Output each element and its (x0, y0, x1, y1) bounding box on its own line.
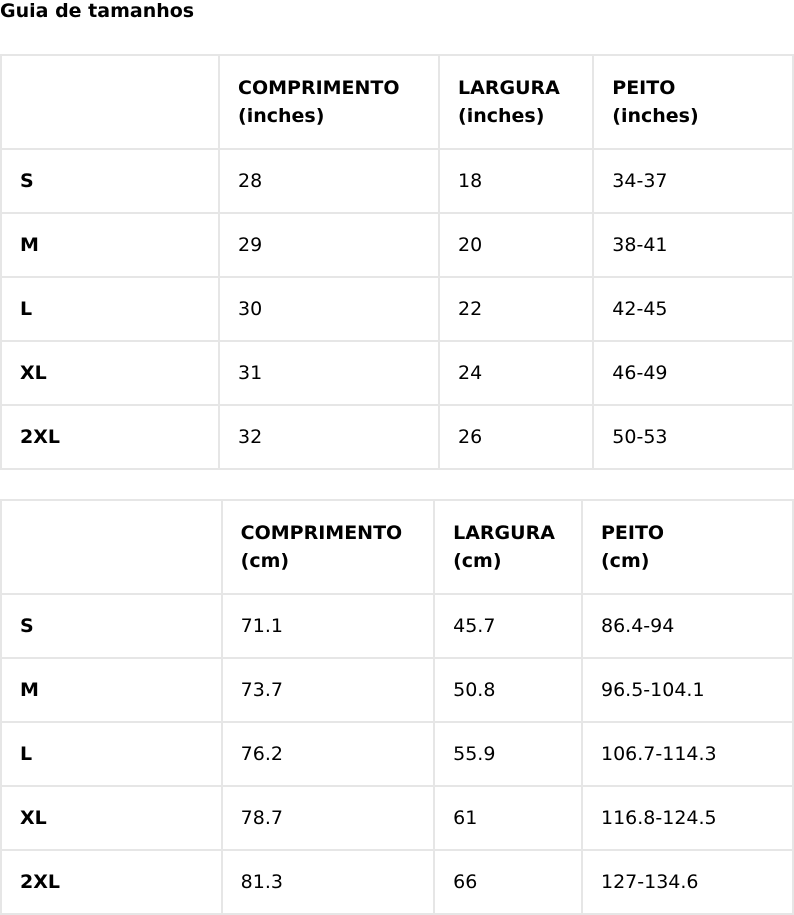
size-cell: 2XL (1, 850, 222, 914)
comprimento-cell: 31 (219, 341, 439, 405)
size-cell: L (1, 722, 222, 786)
header-unit: (cm) (601, 550, 650, 572)
table-row (1, 149, 793, 213)
table-header-row (1, 500, 793, 594)
peito-cell: 34-37 (593, 149, 793, 213)
comprimento-cell: 29 (219, 213, 439, 277)
size-cell: S (1, 149, 219, 213)
header-cell-comprimento (222, 500, 434, 594)
table-row (1, 341, 793, 405)
comprimento-cell: 30 (219, 277, 439, 341)
largura-cell: 24 (439, 341, 593, 405)
largura-cell: 66 (434, 850, 582, 914)
peito-cell: 42-45 (593, 277, 793, 341)
header-label: COMPRIMENTO (240, 522, 403, 544)
comprimento-cell: 28 (219, 149, 439, 213)
peito-cell: 50-53 (593, 405, 793, 469)
header-label: COMPRIMENTO (238, 77, 400, 99)
largura-cell: 45.7 (434, 594, 582, 658)
header-cell-empty (1, 500, 222, 594)
comprimento-cell: 78.7 (222, 786, 434, 850)
header-cell-empty (1, 55, 219, 149)
header-unit: (cm) (453, 550, 502, 572)
largura-cell: 50.8 (434, 658, 582, 722)
table-row (1, 722, 793, 786)
largura-cell: 22 (439, 277, 593, 341)
header-label: LARGURA (458, 77, 560, 99)
header-cell-peito (593, 55, 793, 149)
peito-cell: 38-41 (593, 213, 793, 277)
largura-cell: 20 (439, 213, 593, 277)
size-cell: M (1, 658, 222, 722)
comprimento-cell: 71.1 (222, 594, 434, 658)
largura-cell: 18 (439, 149, 593, 213)
size-cell: 2XL (1, 405, 219, 469)
page-title: Guia de tamanhos (0, 0, 195, 22)
largura-cell: 61 (434, 786, 582, 850)
header-label: PEITO (601, 522, 665, 544)
comprimento-cell: 76.2 (222, 722, 434, 786)
header-cell-largura (434, 500, 582, 594)
peito-cell: 127-134.6 (582, 850, 793, 914)
size-table-inches (0, 54, 794, 470)
header-label: PEITO (612, 77, 676, 99)
header-cell-comprimento (219, 55, 439, 149)
table-row (1, 594, 793, 658)
table-row (1, 405, 793, 469)
largura-cell: 55.9 (434, 722, 582, 786)
table-row (1, 213, 793, 277)
header-label: LARGURA (453, 522, 555, 544)
table-row (1, 850, 793, 914)
peito-cell: 86.4-94 (582, 594, 793, 658)
size-cell: L (1, 277, 219, 341)
header-unit: (cm) (240, 550, 290, 572)
header-unit: (inches) (238, 105, 325, 127)
largura-cell: 26 (439, 405, 593, 469)
header-cell-peito (582, 500, 793, 594)
size-cell: XL (1, 341, 219, 405)
header-cell-largura (439, 55, 593, 149)
size-cell: M (1, 213, 219, 277)
table-row (1, 658, 793, 722)
table-header-row (1, 55, 793, 149)
comprimento-cell: 81.3 (222, 850, 434, 914)
peito-cell: 106.7-114.3 (582, 722, 793, 786)
size-cell: S (1, 594, 222, 658)
peito-cell: 46-49 (593, 341, 793, 405)
peito-cell: 96.5-104.1 (582, 658, 793, 722)
peito-cell: 116.8-124.5 (582, 786, 793, 850)
size-cell: XL (1, 786, 222, 850)
comprimento-cell: 73.7 (222, 658, 434, 722)
header-unit: (inches) (612, 105, 699, 127)
size-table-cm (0, 499, 794, 915)
table-row (1, 786, 793, 850)
table-row (1, 277, 793, 341)
comprimento-cell: 32 (219, 405, 439, 469)
header-unit: (inches) (458, 105, 545, 127)
